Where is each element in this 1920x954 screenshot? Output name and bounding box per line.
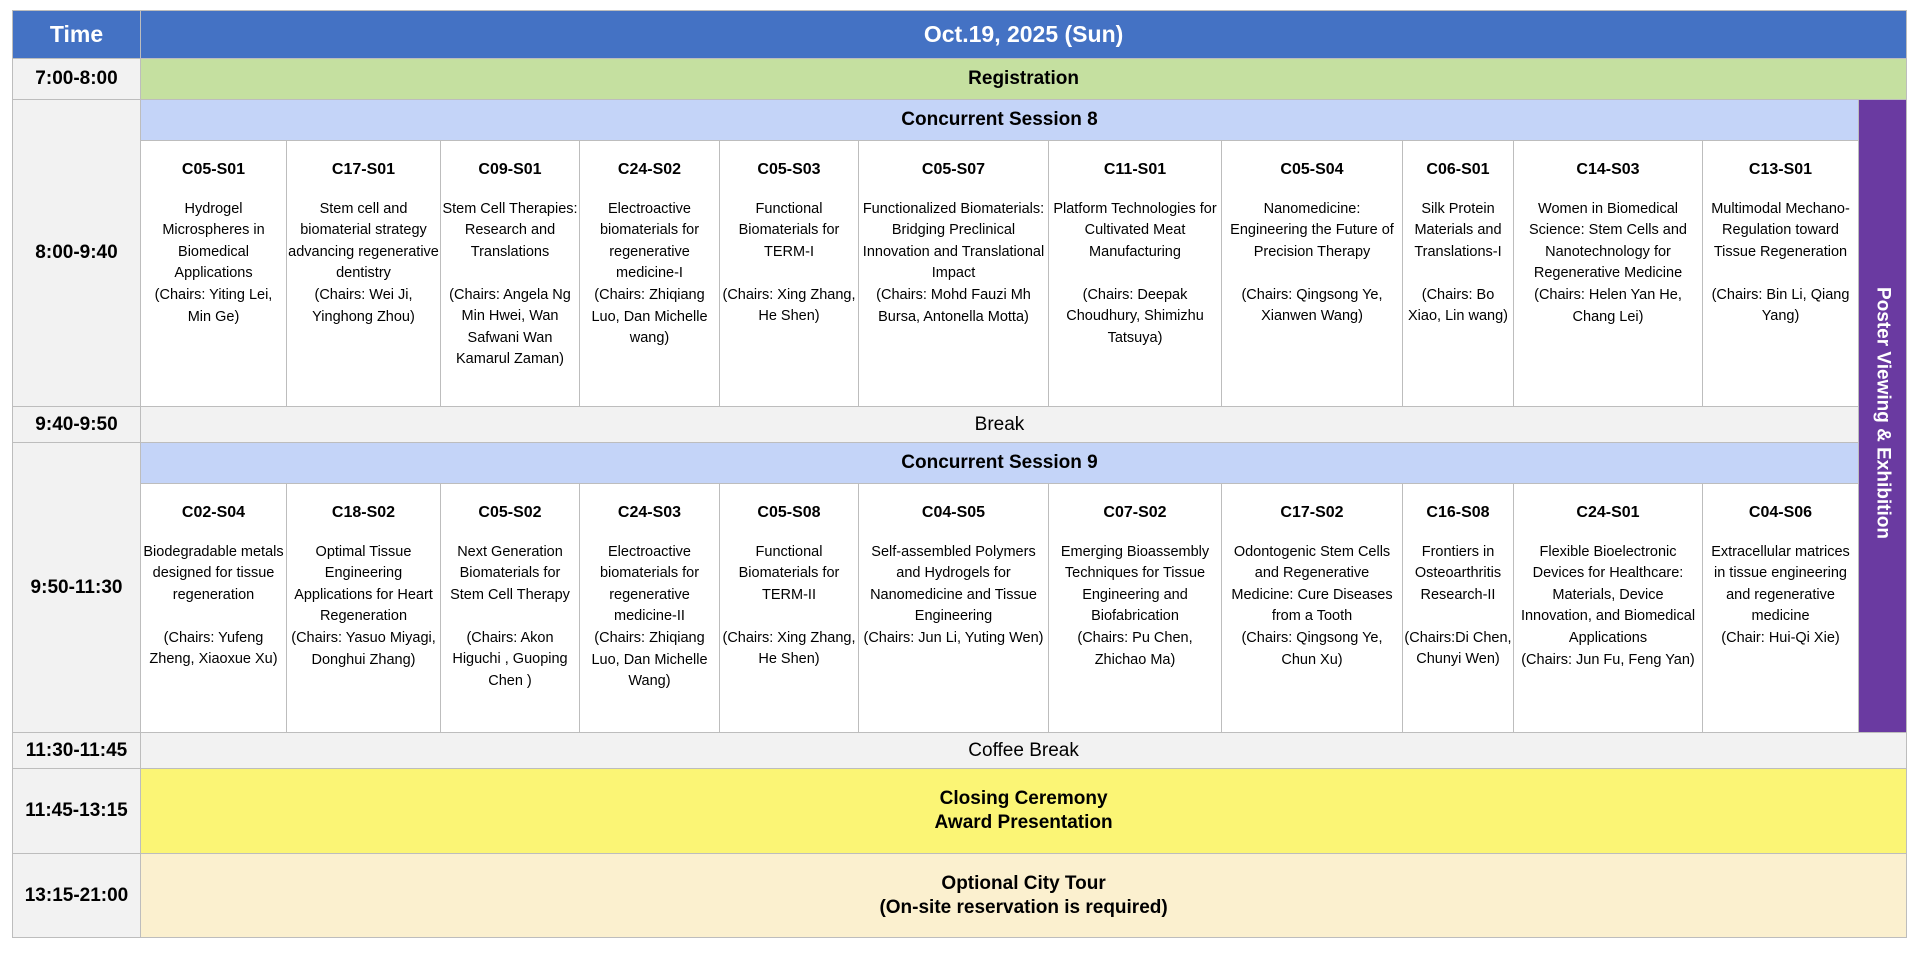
poster-label: Poster Viewing & Exhibition [1872, 287, 1894, 539]
session-chairs: (Chairs: Angela Ng Min Hwei, Wan Safwani Wan Kamarul Zaman) [449, 286, 571, 368]
session-cell [1703, 141, 1859, 407]
session-cell [1403, 484, 1514, 733]
break-cell: Break [141, 407, 1859, 443]
session-chairs: (Chairs: Qingsong Ye, Xianwen Wang) [1241, 286, 1383, 325]
session-chairs: (Chairs: Qingsong Ye, Chun Xu) [1241, 629, 1383, 668]
session-title: Stem cell and biomaterial strategy advancing regenerative dentistry [288, 200, 439, 282]
time-header: Time [13, 11, 141, 59]
registration-row [13, 59, 1907, 100]
closing-ceremony-row [13, 769, 1907, 854]
session-code: C17-S01 [331, 161, 396, 178]
date-header: Oct.19, 2025 (Sun) [141, 11, 1907, 59]
session-chairs: (Chairs: Helen Yan He, Chang Lei) [1534, 286, 1682, 325]
session-cell [287, 484, 441, 733]
session-chairs: (Chairs: Bin Li, Qiang Yang) [1711, 286, 1850, 325]
session-code: C05-S02 [478, 504, 542, 521]
session-chairs: (Chairs: Yufeng Zheng, Xiaoxue Xu) [149, 629, 278, 668]
session-chairs: (Chairs: Zhiqiang Luo, Dan Michelle wang) [591, 286, 708, 347]
session-code: C04-S05 [921, 504, 986, 521]
session-cell [1049, 141, 1222, 407]
session-code: C24-S03 [617, 504, 682, 521]
session-chairs: (Chairs: Jun Li, Yuting Wen) [863, 629, 1044, 646]
header-row [13, 11, 1907, 59]
session-cell [1222, 141, 1403, 407]
session-code: C24-S01 [1576, 504, 1640, 521]
session-cell [1703, 484, 1859, 733]
session9-title: Concurrent Session 9 [141, 443, 1859, 484]
session-code: C09-S01 [478, 161, 542, 178]
session-code: C02-S04 [181, 504, 246, 521]
schedule-table [12, 10, 1907, 938]
session-chairs: (Chairs: Bo Xiao, Lin wang) [1408, 286, 1508, 325]
session-chairs: (Chairs: Jun Fu, Feng Yan) [1521, 651, 1695, 668]
session-title: Biodegradable metals designed for tissue regeneration [143, 543, 284, 603]
session-title: Women in Biomedical Science: Stem Cells and Nanotechnology for Regenerative Medicine [1529, 200, 1687, 282]
session8-header-row [13, 100, 1907, 141]
session-title: Next Generation Biomaterials for Stem Cell Therapy [450, 543, 570, 603]
session-code: C05-S07 [921, 161, 986, 178]
session-code: C17-S02 [1280, 504, 1344, 521]
session9-header-row [13, 443, 1907, 484]
session-cell [580, 484, 720, 733]
schedule [12, 10, 1907, 938]
session-code: C04-S06 [1748, 504, 1813, 521]
time-cell: 11:45-13:15 [13, 769, 141, 854]
session-code: C05-S08 [757, 504, 821, 521]
session-code: C05-S04 [1280, 161, 1344, 178]
session-title: Functional Biomaterials for TERM-II [738, 543, 840, 603]
session-title: Stem Cell Therapies: Research and Translations [442, 200, 578, 260]
session9-row [13, 484, 1907, 733]
session-chairs: (Chairs: Zhiqiang Luo, Dan Michelle Wang) [591, 629, 708, 690]
session-cell [720, 484, 859, 733]
break-row [13, 407, 1907, 443]
session-title: Frontiers in Osteoarthritis Research-II [1414, 543, 1502, 603]
city-tour-cell [141, 854, 1907, 938]
session-title: Electroactive biomaterials for regenerative medicine-I [599, 200, 700, 282]
session-title: Silk Protein Materials and Translations-I [1414, 200, 1502, 260]
session-code: C11-S01 [1103, 161, 1167, 178]
session-title: Functionalized Biomaterials: Bridging Preclinical Innovation and Translational Impact [862, 200, 1045, 282]
session-code: C05-S01 [181, 161, 246, 178]
session-cell [1514, 141, 1703, 407]
session-title: Flexible Bioelectronic Devices for Healthcare: Materials, Device Innovation, and Biomedical Applications [1520, 543, 1696, 646]
session-chairs: (Chairs: Yasuo Miyagi, Donghui Zhang) [291, 629, 436, 668]
time-cell: 13:15-21:00 [13, 854, 141, 938]
session-chairs: (Chairs: Mohd Fauzi Mh Bursa, Antonella Motta) [876, 286, 1031, 325]
city-tour-row [13, 854, 1907, 938]
session-chairs: (Chairs: Xing Zhang, He Shen) [722, 286, 856, 325]
session-cell [1222, 484, 1403, 733]
session-cell [720, 141, 859, 407]
session-cell [859, 484, 1049, 733]
session-cell [287, 141, 441, 407]
session-code: C24-S02 [617, 161, 682, 178]
session-title: Self-assembled Polymers and Hydrogels for Nanomedicine and Tissue Engineering [870, 543, 1037, 625]
session-cell [141, 484, 287, 733]
session8-title: Concurrent Session 8 [141, 100, 1859, 141]
session-chairs: (Chairs: Xing Zhang, He Shen) [722, 629, 856, 668]
session-cell [1514, 484, 1703, 733]
time-cell: 9:50-11:30 [13, 443, 141, 733]
session-title: Extracellular matrices in tissue engineering and regenerative medicine [1711, 543, 1850, 625]
session-cell [441, 141, 580, 407]
tour-line-2: (On-site reservation is required) [879, 896, 1168, 918]
session-code: C18-S02 [331, 504, 396, 521]
closing-ceremony-cell [141, 769, 1907, 854]
poster-exhibition-band [1859, 100, 1907, 733]
session-code: C07-S02 [1103, 504, 1167, 521]
session-chairs: (Chairs: Akon Higuchi , Guoping Chen ) [452, 629, 568, 689]
session-cell [1403, 141, 1514, 407]
registration-cell: Registration [141, 59, 1907, 100]
tour-line-1: Optional City Tour [941, 872, 1106, 894]
session-title: Nanomedicine: Engineering the Future of Precision Therapy [1230, 200, 1394, 260]
session-code: C06-S01 [1426, 161, 1490, 178]
session-chairs: (Chairs: Pu Chen, Zhichao Ma) [1077, 629, 1193, 668]
session-cell [859, 141, 1049, 407]
session-cell [141, 141, 287, 407]
session-title: Optimal Tissue Engineering Applications for Heart Regeneration [294, 543, 433, 625]
session-code: C13-S01 [1748, 161, 1813, 178]
time-cell: 7:00-8:00 [13, 59, 141, 100]
session-code: C14-S03 [1576, 161, 1640, 178]
coffee-break-cell: Coffee Break [141, 733, 1907, 769]
session8-row [13, 141, 1907, 407]
session-title: Emerging Bioassembly Techniques for Tissue Engineering and Biofabrication [1060, 543, 1210, 625]
closing-line-2: Award Presentation [934, 812, 1113, 833]
closing-line-1: Closing Ceremony [939, 788, 1108, 809]
session-code: C05-S03 [757, 161, 821, 178]
session-cell [580, 141, 720, 407]
session-chairs: (Chairs: Yiting Lei, Min Ge) [154, 286, 273, 325]
time-cell: 9:40-9:50 [13, 407, 141, 443]
session-chairs: (Chairs: Deepak Choudhury, Shimizhu Tatsuya) [1066, 286, 1204, 346]
session-title: Multimodal Mechano-Regulation toward Tissue Regeneration [1711, 200, 1850, 260]
session-title: Hydrogel Microspheres in Biomedical Applications [162, 200, 265, 282]
session-title: Electroactive biomaterials for regenerative medicine-II [599, 543, 700, 625]
session-title: Odontogenic Stem Cells and Regenerative Medicine: Cure Diseases from a Tooth [1231, 543, 1393, 625]
session-title: Functional Biomaterials for TERM-I [738, 200, 840, 260]
session-title: Platform Technologies for Cultivated Meat Manufacturing [1053, 200, 1217, 260]
session-chairs: (Chairs: Wei Ji, Yinghong Zhou) [312, 286, 415, 325]
session-chairs: (Chairs:Di Chen, Chunyi Wen) [1404, 629, 1512, 668]
time-cell: 8:00-9:40 [13, 100, 141, 407]
session-cell [441, 484, 580, 733]
time-cell: 11:30-11:45 [13, 733, 141, 769]
session-chairs: (Chair: Hui-Qi Xie) [1721, 629, 1840, 646]
session-cell [1049, 484, 1222, 733]
session-code: C16-S08 [1426, 504, 1490, 521]
coffee-break-row [13, 733, 1907, 769]
